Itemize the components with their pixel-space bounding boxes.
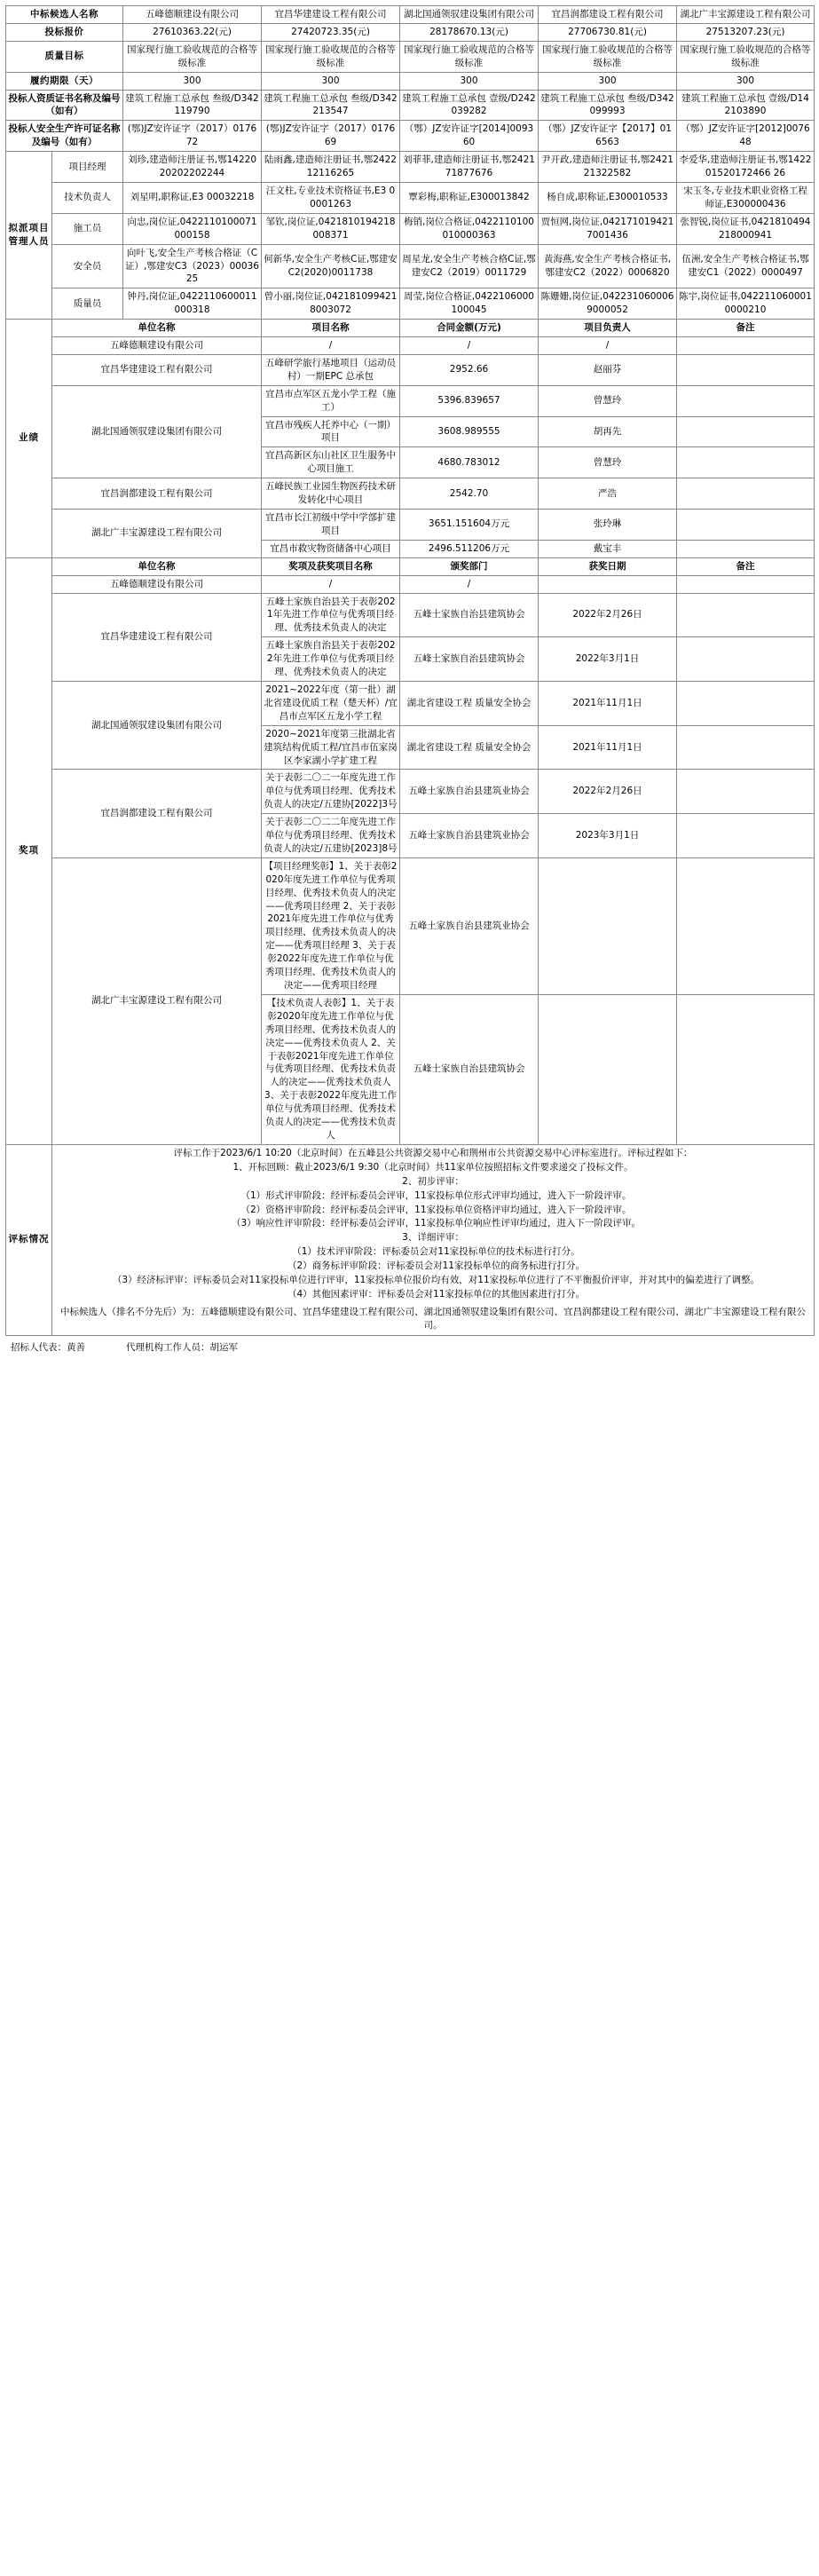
label-personnel: 拟派项目管理人员 [6,152,52,320]
awards-date-7 [539,857,677,994]
awards-remark-5 [677,770,815,814]
awards-dept-5: 五峰土家族自治县建筑业协会 [400,770,539,814]
duration-1: 300 [123,72,262,90]
bid-price-5: 27513207.23(元) [677,23,815,41]
performance-remark-2 [677,385,815,416]
personnel-role-tech-lead: 技术负责人 [52,182,123,213]
bid-price-4: 27706730.81(元) [539,23,677,41]
awards-award-3: 2021~2022年度（第一批）湖北省建设优质工程（楚天杯）/宜昌市点军区五龙小学工程 [262,681,400,725]
performance-amount-3: 3608.989555 [400,416,539,447]
personnel-pm-5: 李爱华,建造师注册证书,鄂142201520172466 26 [677,152,815,183]
safety-license-1: (鄂)JZ安许证字（2017）017672 [123,121,262,152]
agency-staff-label: 代理机构工作人员： [126,1341,210,1353]
bid-price-2: 27420723.35(元) [262,23,400,41]
personnel-saf-2: 何新华,安全生产考核C证,鄂建安C2(2020)0011738 [262,244,400,288]
awards-date-0 [539,575,677,593]
performance-amount-7: 2496.511206万元 [400,540,539,557]
performance-unit-1: 宜昌华建建设工程有限公司 [52,354,262,385]
table-row [6,681,815,725]
awards-date-2: 2022年3月1日 [539,637,677,682]
performance-project-2: 宜昌市点军区五龙小学工程（施工） [262,385,400,416]
awards-dept-2: 五峰土家族自治县建筑协会 [400,637,539,682]
awards-unit-1: 宜昌华建建设工程有限公司 [52,593,262,681]
awards-dept-7: 五峰土家族自治县建筑业协会 [400,857,539,994]
performance-remark-5 [677,478,815,510]
awards-unit-0: 五峰德顺建设有限公司 [52,575,262,593]
awards-date-4: 2021年11月1日 [539,725,677,770]
performance-manager-7: 戴宝丰 [539,540,677,557]
safety-license-5: （鄂）JZ安许证字[2012]007648 [677,121,815,152]
evaluation-paragraph: 中标候选人（排名不分先后）为：五峰德顺建设有限公司、宜昌华建建设工程有限公司、湖北国通领驭建设集团有限公司、宜昌润都建设工程有限公司、湖北广丰宝源建设工程有限公司。 [60,1306,806,1331]
personnel-con-5: 张智锐,岗位证书,0421810494218000941 [677,213,815,244]
qualification-1: 建筑工程施工总承包 叁级/D342119790 [123,90,262,121]
awards-award-4: 2020~2021年度第三批湖北省建筑结构优质工程/宜昌市伍家岗区李家湖小学扩建工程 [262,725,400,770]
personnel-pm-4: 尹开政,建造师注册证书,鄂242121322582 [539,152,677,183]
label-awards: 奖项 [6,557,52,1144]
safety-license-2: (鄂)JZ安许证字（2017）017669 [262,121,400,152]
row-personnel-project-manager [6,152,815,183]
performance-manager-4: 曾慧玲 [539,447,677,478]
row-bid-price [6,23,815,41]
qualification-2: 建筑工程施工总承包 叁级/D342213547 [262,90,400,121]
performance-project-6: 宜昌市长江初级中学中学部扩建项目 [262,510,400,541]
performance-project-1: 五峰研学旅行基地项目（运动员村）一期EPC 总承包 [262,354,400,385]
qualification-5: 建筑工程施工总承包 壹级/D142103890 [677,90,815,121]
row-awards-headers [6,557,815,575]
awards-unit-5: 宜昌润都建设工程有限公司 [52,770,262,857]
evaluation-content [52,1144,815,1335]
personnel-role-quality-officer: 质量员 [52,288,123,320]
evaluation-paragraph: （1）形式评审阶段：经评标委员会评审，11家投标单位形式评审均通过，进入下一阶段评审。 [240,1189,632,1201]
performance-unit-6: 湖北广丰宝源建设工程有限公司 [52,510,262,558]
personnel-tech-2: 汪文柱,专业技术资格证书,E3 00001263 [262,182,400,213]
personnel-qua-3: 周莹,岗位合格证,0422106000100045 [400,288,539,320]
awards-dept-3: 湖北省建设工程 质量安全协会 [400,681,539,725]
awards-remark-4 [677,725,815,770]
awards-award-0: / [262,575,400,593]
evaluation-paragraph: （1）技术评审阶段：评标委员会对11家投标单位的技术标进行打分。 [292,1246,580,1258]
awards-award-7: 【项目经理奖彰】1、关于表彰2020年度先进工作单位与优秀项目经理、优秀技术负责人的决定——优秀项目经理 2、关于表彰2021年度先进工作单位与优秀项目经理、优秀技术负责人的决定——优秀项目经理 3、关于表彰2022年度先进工作单位与优秀项目经理、优秀技术负责人的决定——优秀项目经理 [262,857,400,994]
performance-header-project: 项目名称 [262,320,400,337]
performance-amount-5: 2542.70 [400,478,539,510]
table-row [6,575,815,593]
performance-remark-6 [677,510,815,541]
performance-remark-4 [677,447,815,478]
personnel-tech-3: 覃彩梅,职称证,E300013842 [400,182,539,213]
qualification-3: 建筑工程施工总承包 壹级/D242039282 [400,90,539,121]
evaluation-paragraph: 1、开标回顾：截止2023/6/1 9:30（北京时间）共11家单位按照招标文件要求递交了投标文件。 [232,1161,634,1173]
personnel-tech-5: 宋玉冬,专业技术职业资格工程师证,E300000436 [677,182,815,213]
awards-date-1: 2022年2月26日 [539,593,677,637]
bid-price-1: 27610363.22(元) [123,23,262,41]
awards-date-5: 2022年2月26日 [539,770,677,814]
quality-target-4: 国家现行施工验收规范的合格等级标准 [539,41,677,72]
awards-dept-4: 湖北省建设工程 质量安全协会 [400,725,539,770]
candidate-name-5: 湖北广丰宝源建设工程有限公司 [677,6,815,24]
performance-unit-2: 湖北国通领驭建设集团有限公司 [52,385,262,478]
duration-2: 300 [262,72,400,90]
performance-amount-2: 5396.839657 [400,385,539,416]
label-quality-target: 质量目标 [6,41,123,72]
awards-award-5: 关于表彰二〇二一年度先进工作单位与优秀项目经理、优秀技术负责人的决定/五建协[2022]3号 [262,770,400,814]
duration-5: 300 [677,72,815,90]
personnel-con-4: 贾恒网,岗位证,0421710194217001436 [539,213,677,244]
evaluation-paragraph: （3）经济标评审：评标委员会对11家投标单位进行评审，11家投标单位报价均有效，对11家投标单位进行了不平衡报价评审，并对其中的偏差进行了调整。 [112,1275,760,1286]
personnel-saf-4: 黄海燕,安全生产考核合格证书,鄂建安C2（2022）0006820 [539,244,677,288]
performance-project-0: / [262,337,400,355]
table-row [6,770,815,814]
awards-header-date: 获奖日期 [539,557,677,575]
row-personnel-tech-lead [6,182,815,213]
performance-manager-0: / [539,337,677,355]
personnel-pm-1: 刘珍,建造师注册证书,鄂1422020202202244 [123,152,262,183]
table-row [6,478,815,510]
performance-manager-5: 严浩 [539,478,677,510]
candidate-name-3: 湖北国通领驭建设集团有限公司 [400,6,539,24]
safety-license-4: （鄂）JZ安许证字【2017】016563 [539,121,677,152]
awards-remark-8 [677,994,815,1144]
bidder-rep-value: 黄善 [67,1341,85,1353]
label-qualification: 投标人资质证书名称及编号（如有） [6,90,123,121]
table-row [6,385,815,416]
row-qualification [6,90,815,121]
awards-remark-7 [677,857,815,994]
performance-manager-6: 张玲琳 [539,510,677,541]
performance-amount-4: 4680.783012 [400,447,539,478]
performance-remark-7 [677,540,815,557]
awards-header-dept: 颁奖部门 [400,557,539,575]
awards-date-3: 2021年11月1日 [539,681,677,725]
performance-unit-5: 宜昌润都建设工程有限公司 [52,478,262,510]
row-personnel-quality-officer [6,288,815,320]
performance-remark-1 [677,354,815,385]
awards-award-1: 五峰土家族自治县关于表彰2021年先进工作单位与优秀项目经理、优秀技术负责人的决定 [262,593,400,637]
performance-manager-3: 胡再先 [539,416,677,447]
table-row [6,593,815,637]
performance-header-manager: 项目负责人 [539,320,677,337]
personnel-role-constructor: 施工员 [52,213,123,244]
evaluation-paragraph: （4）其他因素评审：评标委员会对11家投标单位的其他因素进行打分。 [287,1288,586,1300]
performance-project-3: 宜昌市残疾人托养中心（一期）项目 [262,416,400,447]
performance-manager-1: 赵丽芬 [539,354,677,385]
qualification-4: 建筑工程施工总承包 叁级/D342099993 [539,90,677,121]
personnel-role-safety-officer: 安全员 [52,244,123,288]
label-duration: 履约期限（天） [6,72,123,90]
awards-dept-6: 五峰土家族自治县建筑业协会 [400,814,539,858]
awards-remark-1 [677,593,815,637]
table-row [6,354,815,385]
awards-header-unit: 单位名称 [52,557,262,575]
performance-remark-3 [677,416,815,447]
awards-date-8 [539,994,677,1144]
bid-price-3: 28178670.13(元) [400,23,539,41]
performance-project-5: 五峰民族工业园生物医药技术研发转化中心项目 [262,478,400,510]
row-personnel-safety-officer [6,244,815,288]
performance-unit-0: 五峰德顺建设有限公司 [52,337,262,355]
personnel-pm-3: 刘菲菲,建造师注册证书,鄂242171877676 [400,152,539,183]
awards-dept-1: 五峰土家族自治县建筑协会 [400,593,539,637]
personnel-con-1: 向忠,岗位证,0422110100071000158 [123,213,262,244]
row-quality-target [6,41,815,72]
performance-manager-2: 曾慧玲 [539,385,677,416]
awards-unit-3: 湖北国通领驭建设集团有限公司 [52,681,262,769]
bid-candidates-table [5,5,815,1336]
row-personnel-constructor [6,213,815,244]
performance-header-remark: 备注 [677,320,815,337]
personnel-con-2: 邹钦,岗位证,0421810194218008371 [262,213,400,244]
table-row [6,857,815,994]
quality-target-2: 国家现行施工验收规范的合格等级标准 [262,41,400,72]
candidate-name-2: 宜昌华建建设工程有限公司 [262,6,400,24]
quality-target-3: 国家现行施工验收规范的合格等级标准 [400,41,539,72]
candidate-name-4: 宜昌润都建设工程有限公司 [539,6,677,24]
personnel-tech-4: 杨自成,职称证,E300010533 [539,182,677,213]
safety-license-3: （鄂）JZ安许证字[2014]009360 [400,121,539,152]
candidate-name-1: 五峰德顺建设有限公司 [123,6,262,24]
duration-3: 300 [400,72,539,90]
evaluation-paragraph: 3、详细评审： [402,1232,464,1244]
personnel-role-project-manager: 项目经理 [52,152,123,183]
performance-header-amount: 合同金额(万元) [400,320,539,337]
awards-remark-0 [677,575,815,593]
table-row [6,337,815,355]
row-candidate-names [6,6,815,24]
awards-dept-0: / [400,575,539,593]
agency-staff-value: 胡运军 [209,1341,238,1353]
performance-project-4: 宜昌高新区东山社区卫生服务中心项目施工 [262,447,400,478]
personnel-qua-1: 钟丹,岗位证,0422110600011000318 [123,288,262,320]
duration-4: 300 [539,72,677,90]
awards-remark-2 [677,637,815,682]
evaluation-paragraph: 评标工作于2023/6/1 10:20（北京时间）在五峰县公共资源交易中心和荆州市公共资源交易中心评标室进行。评标过程如下： [173,1147,693,1158]
quality-target-5: 国家现行施工验收规范的合格等级标准 [677,41,815,72]
awards-remark-6 [677,814,815,858]
bidder-rep-label: 招标人代表： [11,1341,67,1353]
evaluation-paragraph: （2）商务标评审阶段：评标委员会对11家投标单位的商务标进行打分。 [287,1260,586,1272]
awards-date-6: 2023年3月1日 [539,814,677,858]
evaluation-paragraph: （3）响应性评审阶段：经评标委员会评审，11家投标单位响应性评审均通过，进入下一阶段评审。 [231,1218,642,1229]
performance-amount-6: 3651.151604万元 [400,510,539,541]
awards-award-8: 【技术负责人表彰】1、关于表彰2020年度先进工作单位与优秀项目经理、优秀技术负责人的决定——优秀技术负责人 2、关于表彰2021年度先进工作单位与优秀项目经理、优秀技术负责人的决定——优秀技术负责人 3、关于表彰2022年度先进工作单位与优秀项目经理、优秀技术负责人的决定——优秀技术负责人 [262,994,400,1144]
performance-remark-0 [677,337,815,355]
personnel-qua-4: 陈姗姗,岗位证,0422310600069000052 [539,288,677,320]
evaluation-paragraph: 2、初步评审： [402,1175,464,1187]
document-footer [5,1336,814,1354]
row-safety-license [6,121,815,152]
evaluation-paragraph: （2）资格评审阶段：经评标委员会评审，11家投标单位资格评审均通过，进入下一阶段评审。 [240,1204,632,1215]
label-evaluation: 评标情况 [6,1144,52,1335]
personnel-pm-2: 陆雨鑫,建造师注册证书,鄂242212116265 [262,152,400,183]
label-safety-license: 投标人安全生产许可证名称及编号（如有） [6,121,123,152]
label-bid-price: 投标报价 [6,23,123,41]
row-evaluation [6,1144,815,1335]
table-body [6,6,815,1336]
awards-unit-7: 湖北广丰宝源建设工程有限公司 [52,857,262,1144]
personnel-qua-5: 陈宇,岗位证书,0422110600010000210 [677,288,815,320]
personnel-con-3: 梅销,岗位合格证,0422110100010000363 [400,213,539,244]
row-performance-headers [6,320,815,337]
performance-amount-0: / [400,337,539,355]
awards-dept-8: 五峰土家族自治县建筑协会 [400,994,539,1144]
personnel-tech-1: 刘星明,职称证,E3 00032218 [123,182,262,213]
awards-award-6: 关于表彰二〇二二年度先进工作单位与优秀项目经理、优秀技术负责人的决定/五建协[2023]8号 [262,814,400,858]
personnel-saf-1: 向叶飞,安全生产考核合格证（C证）,鄂建安C3（2023）0003625 [123,244,262,288]
personnel-saf-3: 周星龙,安全生产考核合格C证,鄂建安C2（2019）0011729 [400,244,539,288]
awards-header-remark: 备注 [677,557,815,575]
performance-header-unit: 单位名称 [52,320,262,337]
awards-award-2: 五峰土家族自治县关于表彰2022年先进工作单位与优秀项目经理、优秀技术负责人的决定 [262,637,400,682]
row-duration [6,72,815,90]
performance-amount-1: 2952.66 [400,354,539,385]
label-candidate-names: 中标候选人名称 [6,6,123,24]
label-performance: 业绩 [6,320,52,558]
personnel-qua-2: 曾小丽,岗位证,0421810994218003072 [262,288,400,320]
quality-target-1: 国家现行施工验收规范的合格等级标准 [123,41,262,72]
table-row [6,510,815,541]
performance-project-7: 宜昌市救灾物资储备中心项目 [262,540,400,557]
awards-header-award: 奖项及获奖项目名称 [262,557,400,575]
awards-remark-3 [677,681,815,725]
personnel-saf-5: 伍洲,安全生产考核合格证书,鄂建安C1（2022）0000497 [677,244,815,288]
